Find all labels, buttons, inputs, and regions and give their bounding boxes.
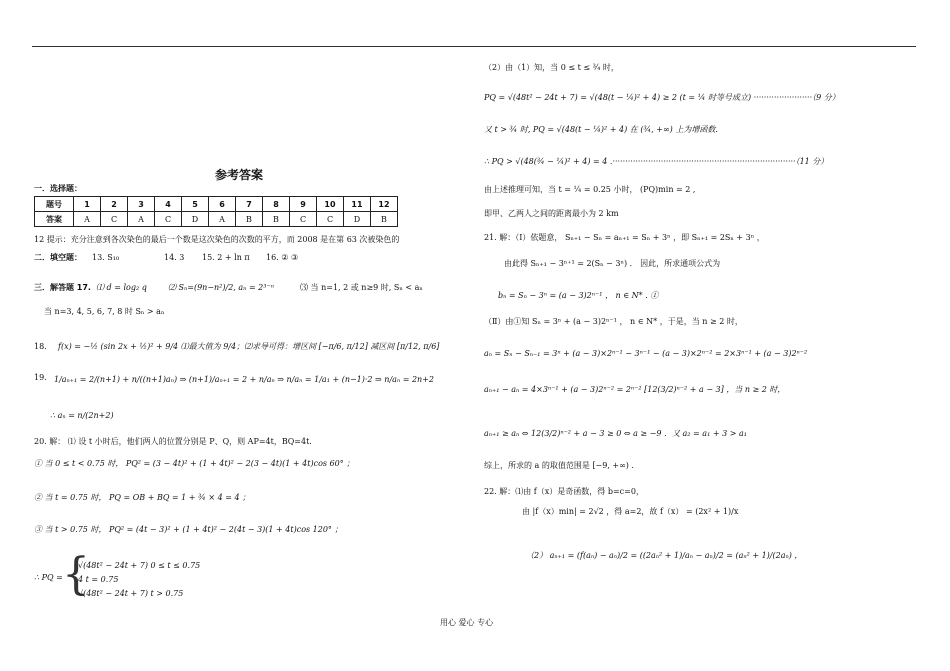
q19-result: ∴ aₙ = n/(2n+2) [50, 411, 114, 420]
q22-line1: 22. 解：⑴由 f（x）是奇函数，得 b=c=0， [484, 487, 644, 496]
fill-blank-14: 14. 3 [164, 253, 185, 262]
row-label: 答案 [35, 212, 74, 227]
answer-cell: C [317, 212, 344, 227]
top-rule [32, 46, 916, 47]
answer-cell: D [344, 212, 371, 227]
question-number: 11 [344, 197, 371, 212]
q21-line4: （Ⅱ）由①知 Sₙ = 3ⁿ + (a − 3)2ⁿ⁻¹ ， n ∈ N* ，于是，当 n ≥ 2 时， [484, 317, 743, 326]
answer-table-answer-row [35, 212, 398, 227]
section-choice-heading: 一．选择题： [34, 184, 82, 193]
q20-piece-1: √(48t² − 24t + 7) 0 ≤ t ≤ 0.75 [78, 561, 201, 570]
q17-part2: ⑵ Sₙ=(9n−n²)/2, aₙ = 2³⁻ⁿ [168, 283, 274, 292]
question-number: 7 [236, 197, 263, 212]
q20-intro: 20. 解： ⑴ 设 t 小时后，他们两人的位置分别是 P、Q，则 AP=4t，BQ=4t. [34, 437, 312, 446]
q20-part2-line1: （2）由（1）知，当 0 ≤ t ≤ ¾ 时， [484, 63, 619, 72]
page-footer: 用心 爱心 专心 [440, 618, 494, 627]
piecewise-brace: { [62, 549, 90, 600]
question-number: 9 [290, 197, 317, 212]
q17-part1: ⑴ d = log₂ q [96, 283, 147, 292]
q20-piecewise-label: ∴ PQ = [34, 573, 63, 582]
answer-cell: B [263, 212, 290, 227]
q22-line2: 由 |f（x）min| = 2√2 ，得 a=2，故 f（x） = (2x² + 1)/x [522, 507, 739, 516]
q18-number: 18. [34, 342, 47, 351]
q21-line3: bₙ = Sₙ − 3ⁿ = (a − 3)2ⁿ⁻¹ ， n ∈ N* . ① [498, 291, 659, 300]
q17-part3: ⑶ 当 n=1, 2 或 n≥9 时, Sₙ < aₙ [300, 283, 423, 292]
page-title: 参考答案 [215, 168, 264, 182]
answer-cell: B [371, 212, 398, 227]
q20-part2-line2: PQ = √(48t² − 24t + 7) = √(48(t − ¼)² + 4) ≥ 2 (t = ¼ 时等号成立) ·······················（9 分） [484, 93, 840, 102]
q22-line3: （2） aₙ₊₁ = (f(aₙ) − aₙ)/2 = ((2aₙ² + 1)/aₙ − aₙ)/2 = (aₙ² + 1)/(2aₙ) ， [526, 551, 803, 560]
answer-cell: A [128, 212, 155, 227]
q20-part2-line6: 即甲、乙两人之间的距离最小为 2 km [484, 209, 619, 218]
q20-piece-2: 4 t = 0.75 [78, 575, 119, 584]
answer-cell: B [236, 212, 263, 227]
question-number: 4 [155, 197, 182, 212]
q21-line5: aₙ = Sₙ − Sₙ₋₁ = 3ⁿ + (a − 3)×2ⁿ⁻¹ − 3ⁿ⁻¹ − (a − 3)×2ⁿ⁻² = 2×3ⁿ⁻¹ + (a − 3)2ⁿ⁻² [484, 349, 808, 358]
q21-line1: 21. 解：（Ⅰ）依题意， Sₙ₊₁ − Sₙ = aₙ₊₁ = Sₙ + 3ⁿ ，即 Sₙ₊₁ = 2Sₙ + 3ⁿ ， [484, 233, 765, 242]
fill-blank-heading: 二．填空题： [34, 253, 82, 262]
question-number: 3 [128, 197, 155, 212]
q18-text: f(x) = −½ (sin 2x + ½)² + 9/4 ⑴最大值为 9/4；⑵求导可得：增区间 [−π/6, π/12] 减区间 [π/12, π/6] [58, 342, 440, 351]
question-number: 8 [263, 197, 290, 212]
q17-heading: 三．解答题 17. [34, 283, 91, 292]
q20-piece-3: √(48t² − 24t + 7) t > 0.75 [78, 589, 184, 598]
q21-line8: 综上，所求的 a 的取值范围是 [−9, +∞) . [484, 461, 634, 470]
answer-cell: C [155, 212, 182, 227]
q20-part2-line4: ∴ PQ > √(48(¾ − ¼)² + 4) = 4 .········································································（11 分） [484, 157, 829, 166]
q20-case1: ① 当 0 ≤ t < 0.75 时， PQ² = (3 − 4t)² + (1 + 4t)² − 2(3 − 4t)(1 + 4t)cos 60° ； [34, 459, 355, 468]
fill-blank-15: 15. 2 + ln π [202, 253, 250, 262]
answer-table [34, 196, 398, 227]
row-label: 题号 [35, 197, 74, 212]
q20-part2-line3: 又 t > ¾ 时, PQ = √(48(t − ¼)² + 4) 在 (¾, +∞) 上为增函数. [484, 125, 718, 134]
answer-cell: A [209, 212, 236, 227]
question-number: 5 [182, 197, 209, 212]
question-number: 1 [74, 197, 101, 212]
question-number: 10 [317, 197, 344, 212]
q20-case3: ③ 当 t > 0.75 时， PQ² = (4t − 3)² + (1 + 4t)² − 2(4t − 3)(1 + 4t)cos 120° ； [34, 525, 343, 534]
q17-part3b: 当 n=3, 4, 5, 6, 7, 8 时 Sₙ > aₙ [44, 307, 165, 316]
q21-line7: aₙ₊₁ ≥ aₙ ⇔ 12(3/2)ⁿ⁻² + a − 3 ≥ 0 ⇔ a ≥ −9 ．又 a₂ = a₁ + 3 > a₁ [484, 429, 747, 438]
fill-blank-13: 13. S₁₀ [92, 253, 120, 262]
answer-cell: C [290, 212, 317, 227]
q21-line6: aₙ₊₁ − aₙ = 4×3ⁿ⁻¹ + (a − 3)2ⁿ⁻² = 2ⁿ⁻² [12(3/2)ⁿ⁻² + a − 3] ，当 n ≥ 2 时， [484, 385, 786, 394]
answer-cell: D [182, 212, 209, 227]
answer-cell: C [101, 212, 128, 227]
fill-blank-16: 16. ② ③ [266, 253, 299, 262]
q20-part2-line5: 由上述推理可知，当 t = ¼ = 0.25 小时， (PQ)min = 2 , [484, 185, 696, 194]
answer-cell: A [74, 212, 101, 227]
hint-12: 12 提示：充分注意到各次染色的最后一个数是这次染色的次数的平方，而 2008 是在第 63 次被染色的 [34, 235, 400, 244]
question-number: 2 [101, 197, 128, 212]
q19-text: 1/aₙ₊₁ = 2/(n+1) + n/((n+1)aₙ) ⇒ (n+1)/aₙ₊₁ = 2 + n/aₙ ⇒ n/aₙ = 1/a₁ + (n−1)·2 ⇒ n/aₙ = 2n+2 [54, 375, 434, 384]
question-number: 6 [209, 197, 236, 212]
q19-number: 19. [34, 373, 47, 382]
q20-case2: ② 当 t = 0.75 时， PQ = OB + BQ = 1 + ¾ × 4 = 4 ； [34, 493, 251, 502]
question-number: 12 [371, 197, 398, 212]
answer-table-number-row [35, 197, 398, 212]
q21-line2: 由此得 Sₙ₊₁ − 3ⁿ⁺¹ = 2(Sₙ − 3ⁿ) ． 因此，所求通项公式为 [504, 259, 721, 268]
